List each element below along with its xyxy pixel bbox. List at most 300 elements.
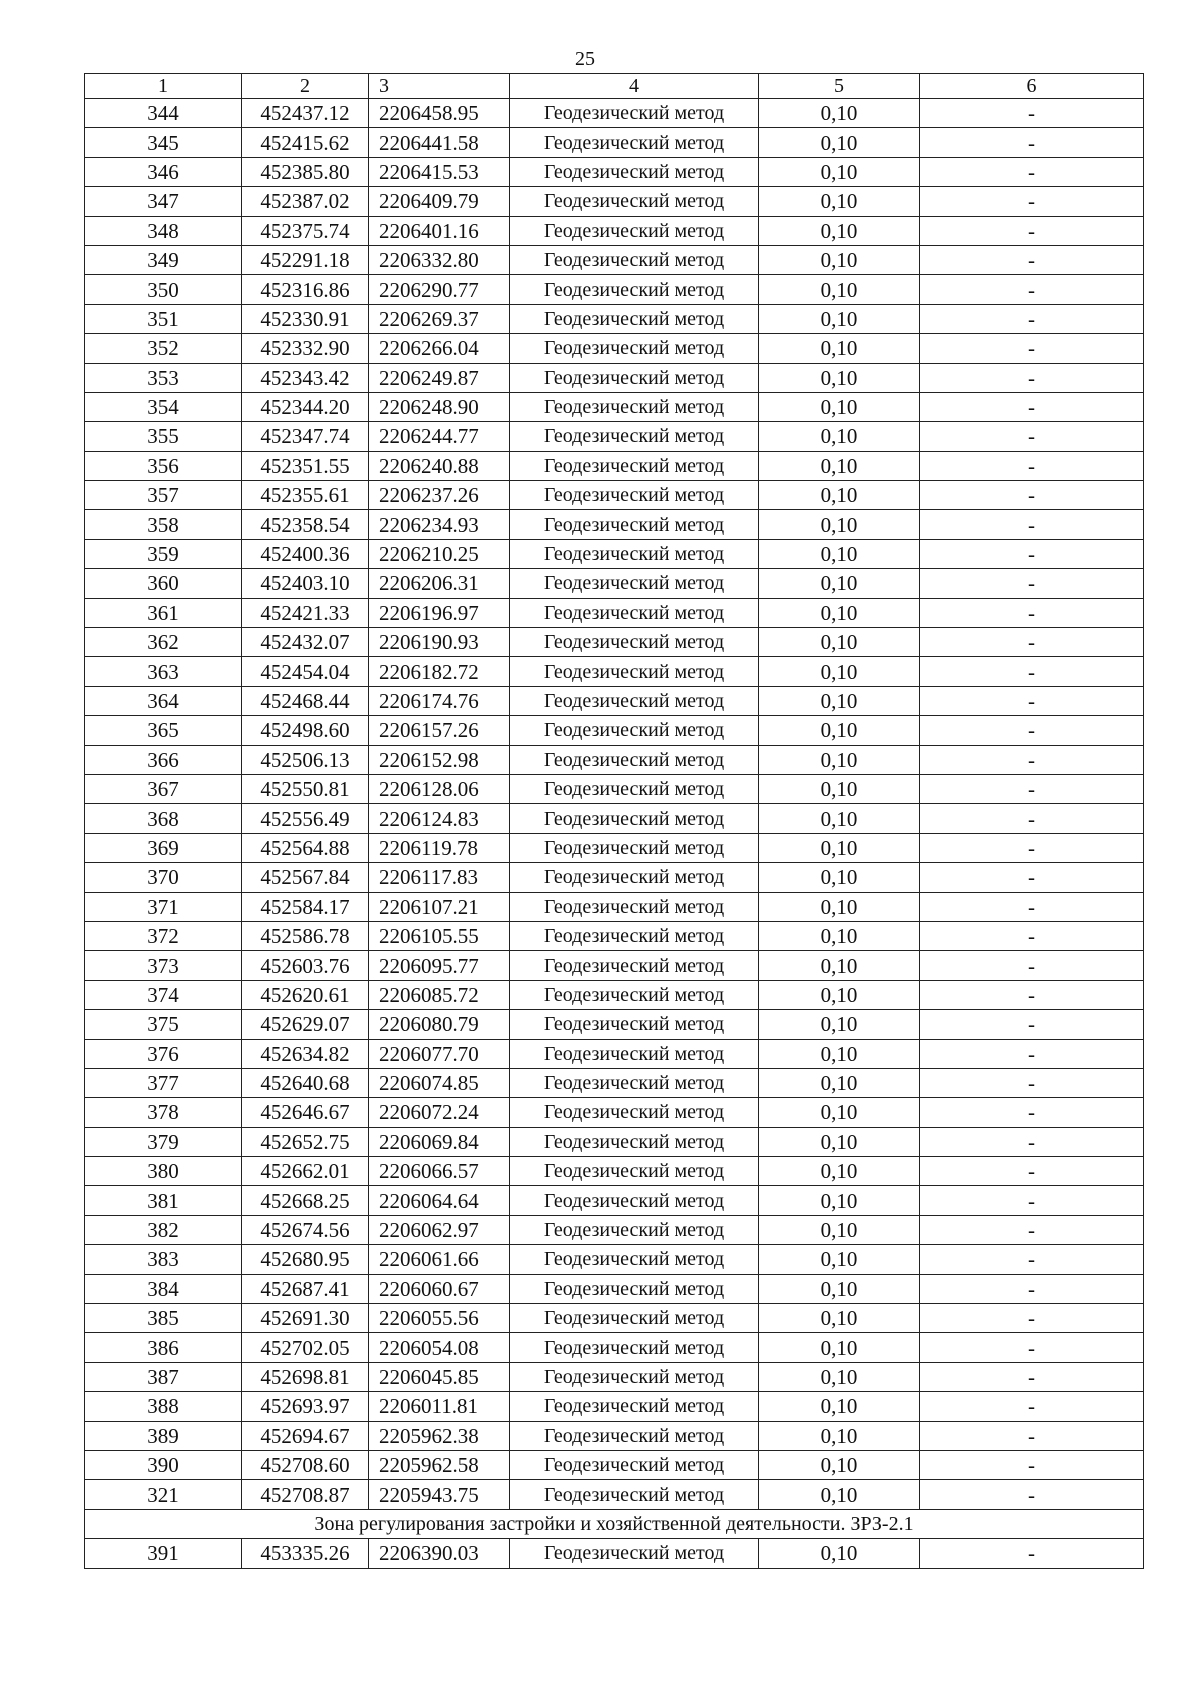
accuracy-cell: 0,10 xyxy=(759,1157,920,1186)
accuracy-cell: 0,10 xyxy=(759,1480,920,1509)
x-coordinate-cell: 452646.67 xyxy=(242,1098,369,1127)
method-cell: Геодезический метод xyxy=(510,422,759,451)
column-header-3: 3 xyxy=(369,74,510,99)
description-cell: - xyxy=(920,245,1144,274)
table-row xyxy=(85,1274,1144,1303)
y-coordinate-cell: 2206066.57 xyxy=(369,1157,510,1186)
accuracy-cell: 0,10 xyxy=(759,1127,920,1156)
y-coordinate-cell: 2206234.93 xyxy=(369,510,510,539)
accuracy-cell: 0,10 xyxy=(759,1450,920,1479)
method-cell: Геодезический метод xyxy=(510,833,759,862)
method-cell: Геодезический метод xyxy=(510,1539,759,1568)
y-coordinate-cell: 2206119.78 xyxy=(369,833,510,862)
x-coordinate-cell: 452403.10 xyxy=(242,569,369,598)
point-number-cell: 386 xyxy=(85,1333,242,1362)
description-cell: - xyxy=(920,980,1144,1009)
table-row xyxy=(85,716,1144,745)
section-row xyxy=(85,1509,1144,1538)
method-cell: Геодезический метод xyxy=(510,1039,759,1068)
accuracy-cell: 0,10 xyxy=(759,745,920,774)
table-row xyxy=(85,1068,1144,1097)
y-coordinate-cell: 2206249.87 xyxy=(369,363,510,392)
description-cell: - xyxy=(920,539,1144,568)
y-coordinate-cell: 2206332.80 xyxy=(369,245,510,274)
description-cell: - xyxy=(920,1245,1144,1274)
method-cell: Геодезический метод xyxy=(510,804,759,833)
accuracy-cell: 0,10 xyxy=(759,1245,920,1274)
accuracy-cell: 0,10 xyxy=(759,598,920,627)
method-cell: Геодезический метод xyxy=(510,1245,759,1274)
accuracy-cell: 0,10 xyxy=(759,1274,920,1303)
point-number-cell: 349 xyxy=(85,245,242,274)
table-row xyxy=(85,892,1144,921)
method-cell: Геодезический метод xyxy=(510,1068,759,1097)
x-coordinate-cell: 452708.87 xyxy=(242,1480,369,1509)
method-cell: Геодезический метод xyxy=(510,99,759,128)
table-row xyxy=(85,980,1144,1009)
x-coordinate-cell: 452506.13 xyxy=(242,745,369,774)
y-coordinate-cell: 2206441.58 xyxy=(369,128,510,157)
x-coordinate-cell: 452344.20 xyxy=(242,392,369,421)
description-cell: - xyxy=(920,774,1144,803)
y-coordinate-cell: 2206196.97 xyxy=(369,598,510,627)
table-row xyxy=(85,539,1144,568)
table-row xyxy=(85,921,1144,950)
x-coordinate-cell: 452687.41 xyxy=(242,1274,369,1303)
y-coordinate-cell: 2206085.72 xyxy=(369,980,510,1009)
point-number-cell: 372 xyxy=(85,921,242,950)
method-cell: Геодезический метод xyxy=(510,951,759,980)
table-row xyxy=(85,275,1144,304)
table-row xyxy=(85,1245,1144,1274)
description-cell: - xyxy=(920,1450,1144,1479)
accuracy-cell: 0,10 xyxy=(759,1098,920,1127)
method-cell: Геодезический метод xyxy=(510,1186,759,1215)
description-cell: - xyxy=(920,1010,1144,1039)
y-coordinate-cell: 2206390.03 xyxy=(369,1539,510,1568)
description-cell: - xyxy=(920,1274,1144,1303)
table-row xyxy=(85,1186,1144,1215)
y-coordinate-cell: 2206107.21 xyxy=(369,892,510,921)
description-cell: - xyxy=(920,892,1144,921)
point-number-cell: 378 xyxy=(85,1098,242,1127)
table-row xyxy=(85,657,1144,686)
method-cell: Геодезический метод xyxy=(510,392,759,421)
method-cell: Геодезический метод xyxy=(510,892,759,921)
table-row xyxy=(85,863,1144,892)
coordinates-table xyxy=(84,73,1144,1569)
y-coordinate-cell: 2206011.81 xyxy=(369,1392,510,1421)
y-coordinate-cell: 2206237.26 xyxy=(369,481,510,510)
column-header-1: 1 xyxy=(85,74,242,99)
description-cell: - xyxy=(920,1157,1144,1186)
x-coordinate-cell: 452415.62 xyxy=(242,128,369,157)
point-number-cell: 381 xyxy=(85,1186,242,1215)
y-coordinate-cell: 2206124.83 xyxy=(369,804,510,833)
accuracy-cell: 0,10 xyxy=(759,1039,920,1068)
point-number-cell: 368 xyxy=(85,804,242,833)
table-row xyxy=(85,628,1144,657)
table-row xyxy=(85,1304,1144,1333)
point-number-cell: 389 xyxy=(85,1421,242,1450)
method-cell: Геодезический метод xyxy=(510,304,759,333)
y-coordinate-cell: 2206080.79 xyxy=(369,1010,510,1039)
y-coordinate-cell: 2206290.77 xyxy=(369,275,510,304)
description-cell: - xyxy=(920,657,1144,686)
x-coordinate-cell: 452421.33 xyxy=(242,598,369,627)
y-coordinate-cell: 2206206.31 xyxy=(369,569,510,598)
x-coordinate-cell: 452400.36 xyxy=(242,539,369,568)
description-cell: - xyxy=(920,921,1144,950)
y-coordinate-cell: 2205962.58 xyxy=(369,1450,510,1479)
point-number-cell: 348 xyxy=(85,216,242,245)
method-cell: Геодезический метод xyxy=(510,187,759,216)
table-row xyxy=(85,569,1144,598)
method-cell: Геодезический метод xyxy=(510,716,759,745)
method-cell: Геодезический метод xyxy=(510,539,759,568)
point-number-cell: 362 xyxy=(85,628,242,657)
method-cell: Геодезический метод xyxy=(510,1098,759,1127)
x-coordinate-cell: 452387.02 xyxy=(242,187,369,216)
y-coordinate-cell: 2206128.06 xyxy=(369,774,510,803)
description-cell: - xyxy=(920,99,1144,128)
y-coordinate-cell: 2206045.85 xyxy=(369,1362,510,1391)
point-number-cell: 375 xyxy=(85,1010,242,1039)
accuracy-cell: 0,10 xyxy=(759,245,920,274)
point-number-cell: 360 xyxy=(85,569,242,598)
method-cell: Геодезический метод xyxy=(510,1362,759,1391)
point-number-cell: 359 xyxy=(85,539,242,568)
point-number-cell: 358 xyxy=(85,510,242,539)
table-row xyxy=(85,1392,1144,1421)
table-header-row xyxy=(85,74,1144,99)
x-coordinate-cell: 452702.05 xyxy=(242,1333,369,1362)
accuracy-cell: 0,10 xyxy=(759,716,920,745)
description-cell: - xyxy=(920,745,1144,774)
point-number-cell: 388 xyxy=(85,1392,242,1421)
x-coordinate-cell: 452564.88 xyxy=(242,833,369,862)
accuracy-cell: 0,10 xyxy=(759,363,920,392)
point-number-cell: 352 xyxy=(85,334,242,363)
method-cell: Геодезический метод xyxy=(510,863,759,892)
column-header-2: 2 xyxy=(242,74,369,99)
table-row xyxy=(85,451,1144,480)
method-cell: Геодезический метод xyxy=(510,921,759,950)
point-number-cell: 365 xyxy=(85,716,242,745)
x-coordinate-cell: 452674.56 xyxy=(242,1215,369,1244)
description-cell: - xyxy=(920,157,1144,186)
x-coordinate-cell: 452668.25 xyxy=(242,1186,369,1215)
method-cell: Геодезический метод xyxy=(510,1421,759,1450)
accuracy-cell: 0,10 xyxy=(759,1392,920,1421)
point-number-cell: 346 xyxy=(85,157,242,186)
point-number-cell: 355 xyxy=(85,422,242,451)
point-number-cell: 371 xyxy=(85,892,242,921)
accuracy-cell: 0,10 xyxy=(759,1362,920,1391)
x-coordinate-cell: 452550.81 xyxy=(242,774,369,803)
x-coordinate-cell: 452652.75 xyxy=(242,1127,369,1156)
point-number-cell: 383 xyxy=(85,1245,242,1274)
x-coordinate-cell: 452332.90 xyxy=(242,334,369,363)
description-cell: - xyxy=(920,716,1144,745)
y-coordinate-cell: 2206072.24 xyxy=(369,1098,510,1127)
accuracy-cell: 0,10 xyxy=(759,451,920,480)
y-coordinate-cell: 2206269.37 xyxy=(369,304,510,333)
method-cell: Геодезический метод xyxy=(510,157,759,186)
description-cell: - xyxy=(920,951,1144,980)
description-cell: - xyxy=(920,1392,1144,1421)
description-cell: - xyxy=(920,451,1144,480)
accuracy-cell: 0,10 xyxy=(759,422,920,451)
y-coordinate-cell: 2206062.97 xyxy=(369,1215,510,1244)
description-cell: - xyxy=(920,275,1144,304)
point-number-cell: 379 xyxy=(85,1127,242,1156)
y-coordinate-cell: 2206055.56 xyxy=(369,1304,510,1333)
method-cell: Геодезический метод xyxy=(510,686,759,715)
method-cell: Геодезический метод xyxy=(510,1010,759,1039)
accuracy-cell: 0,10 xyxy=(759,392,920,421)
method-cell: Геодезический метод xyxy=(510,1450,759,1479)
x-coordinate-cell: 452629.07 xyxy=(242,1010,369,1039)
column-header-5: 5 xyxy=(759,74,920,99)
accuracy-cell: 0,10 xyxy=(759,128,920,157)
y-coordinate-cell: 2206074.85 xyxy=(369,1068,510,1097)
description-cell: - xyxy=(920,334,1144,363)
table-row xyxy=(85,1480,1144,1509)
accuracy-cell: 0,10 xyxy=(759,1215,920,1244)
accuracy-cell: 0,10 xyxy=(759,334,920,363)
accuracy-cell: 0,10 xyxy=(759,216,920,245)
table-row xyxy=(85,304,1144,333)
y-coordinate-cell: 2206117.83 xyxy=(369,863,510,892)
table-row xyxy=(85,745,1144,774)
x-coordinate-cell: 452662.01 xyxy=(242,1157,369,1186)
description-cell: - xyxy=(920,1127,1144,1156)
table-row xyxy=(85,481,1144,510)
method-cell: Геодезический метод xyxy=(510,245,759,274)
accuracy-cell: 0,10 xyxy=(759,657,920,686)
accuracy-cell: 0,10 xyxy=(759,99,920,128)
accuracy-cell: 0,10 xyxy=(759,1333,920,1362)
accuracy-cell: 0,10 xyxy=(759,833,920,862)
column-header-6: 6 xyxy=(920,74,1144,99)
table-row xyxy=(85,951,1144,980)
x-coordinate-cell: 452347.74 xyxy=(242,422,369,451)
y-coordinate-cell: 2206182.72 xyxy=(369,657,510,686)
point-number-cell: 370 xyxy=(85,863,242,892)
accuracy-cell: 0,10 xyxy=(759,275,920,304)
table-row xyxy=(85,334,1144,363)
point-number-cell: 380 xyxy=(85,1157,242,1186)
table-row xyxy=(85,1010,1144,1039)
column-header-4: 4 xyxy=(510,74,759,99)
x-coordinate-cell: 452454.04 xyxy=(242,657,369,686)
method-cell: Геодезический метод xyxy=(510,569,759,598)
x-coordinate-cell: 452498.60 xyxy=(242,716,369,745)
x-coordinate-cell: 452567.84 xyxy=(242,863,369,892)
description-cell: - xyxy=(920,481,1144,510)
x-coordinate-cell: 452691.30 xyxy=(242,1304,369,1333)
method-cell: Геодезический метод xyxy=(510,334,759,363)
accuracy-cell: 0,10 xyxy=(759,187,920,216)
method-cell: Геодезический метод xyxy=(510,774,759,803)
point-number-cell: 344 xyxy=(85,99,242,128)
x-coordinate-cell: 452680.95 xyxy=(242,1245,369,1274)
description-cell: - xyxy=(920,1421,1144,1450)
method-cell: Геодезический метод xyxy=(510,1304,759,1333)
description-cell: - xyxy=(920,304,1144,333)
description-cell: - xyxy=(920,598,1144,627)
description-cell: - xyxy=(920,1215,1144,1244)
table-row xyxy=(85,686,1144,715)
y-coordinate-cell: 2206157.26 xyxy=(369,716,510,745)
point-number-cell: 377 xyxy=(85,1068,242,1097)
description-cell: - xyxy=(920,187,1144,216)
description-cell: - xyxy=(920,1039,1144,1068)
x-coordinate-cell: 452468.44 xyxy=(242,686,369,715)
y-coordinate-cell: 2206095.77 xyxy=(369,951,510,980)
y-coordinate-cell: 2206190.93 xyxy=(369,628,510,657)
method-cell: Геодезический метод xyxy=(510,657,759,686)
x-coordinate-cell: 452603.76 xyxy=(242,951,369,980)
description-cell: - xyxy=(920,686,1144,715)
y-coordinate-cell: 2206210.25 xyxy=(369,539,510,568)
method-cell: Геодезический метод xyxy=(510,1127,759,1156)
y-coordinate-cell: 2206240.88 xyxy=(369,451,510,480)
table-row xyxy=(85,774,1144,803)
table-row xyxy=(85,422,1144,451)
method-cell: Геодезический метод xyxy=(510,598,759,627)
point-number-cell: 364 xyxy=(85,686,242,715)
method-cell: Геодезический метод xyxy=(510,1274,759,1303)
point-number-cell: 351 xyxy=(85,304,242,333)
point-number-cell: 366 xyxy=(85,745,242,774)
point-number-cell: 350 xyxy=(85,275,242,304)
x-coordinate-cell: 452634.82 xyxy=(242,1039,369,1068)
y-coordinate-cell: 2206248.90 xyxy=(369,392,510,421)
description-cell: - xyxy=(920,863,1144,892)
y-coordinate-cell: 2206060.67 xyxy=(369,1274,510,1303)
y-coordinate-cell: 2206415.53 xyxy=(369,157,510,186)
accuracy-cell: 0,10 xyxy=(759,304,920,333)
point-number-cell: 345 xyxy=(85,128,242,157)
method-cell: Геодезический метод xyxy=(510,1333,759,1362)
table-row xyxy=(85,363,1144,392)
y-coordinate-cell: 2206266.04 xyxy=(369,334,510,363)
description-cell: - xyxy=(920,1539,1144,1568)
y-coordinate-cell: 2206077.70 xyxy=(369,1039,510,1068)
accuracy-cell: 0,10 xyxy=(759,980,920,1009)
table-row xyxy=(85,216,1144,245)
description-cell: - xyxy=(920,1362,1144,1391)
accuracy-cell: 0,10 xyxy=(759,1421,920,1450)
x-coordinate-cell: 452620.61 xyxy=(242,980,369,1009)
table-row xyxy=(85,392,1144,421)
accuracy-cell: 0,10 xyxy=(759,1010,920,1039)
method-cell: Геодезический метод xyxy=(510,980,759,1009)
table-row xyxy=(85,1421,1144,1450)
x-coordinate-cell: 452385.80 xyxy=(242,157,369,186)
y-coordinate-cell: 2206458.95 xyxy=(369,99,510,128)
method-cell: Геодезический метод xyxy=(510,128,759,157)
y-coordinate-cell: 2206244.77 xyxy=(369,422,510,451)
accuracy-cell: 0,10 xyxy=(759,481,920,510)
x-coordinate-cell: 452351.55 xyxy=(242,451,369,480)
point-number-cell: 390 xyxy=(85,1450,242,1479)
x-coordinate-cell: 452358.54 xyxy=(242,510,369,539)
x-coordinate-cell: 452316.86 xyxy=(242,275,369,304)
description-cell: - xyxy=(920,1068,1144,1097)
description-cell: - xyxy=(920,510,1144,539)
x-coordinate-cell: 452640.68 xyxy=(242,1068,369,1097)
description-cell: - xyxy=(920,1186,1144,1215)
accuracy-cell: 0,10 xyxy=(759,539,920,568)
accuracy-cell: 0,10 xyxy=(759,863,920,892)
y-coordinate-cell: 2206174.76 xyxy=(369,686,510,715)
method-cell: Геодезический метод xyxy=(510,1215,759,1244)
method-cell: Геодезический метод xyxy=(510,1157,759,1186)
point-number-cell: 385 xyxy=(85,1304,242,1333)
point-number-cell: 382 xyxy=(85,1215,242,1244)
method-cell: Геодезический метод xyxy=(510,363,759,392)
accuracy-cell: 0,10 xyxy=(759,686,920,715)
accuracy-cell: 0,10 xyxy=(759,510,920,539)
point-number-cell: 356 xyxy=(85,451,242,480)
x-coordinate-cell: 452437.12 xyxy=(242,99,369,128)
point-number-cell: 384 xyxy=(85,1274,242,1303)
method-cell: Геодезический метод xyxy=(510,275,759,304)
description-cell: - xyxy=(920,1480,1144,1509)
x-coordinate-cell: 452343.42 xyxy=(242,363,369,392)
table-row xyxy=(85,1157,1144,1186)
method-cell: Геодезический метод xyxy=(510,628,759,657)
table-row xyxy=(85,1127,1144,1156)
accuracy-cell: 0,10 xyxy=(759,569,920,598)
accuracy-cell: 0,10 xyxy=(759,1539,920,1568)
y-coordinate-cell: 2205943.75 xyxy=(369,1480,510,1509)
y-coordinate-cell: 2206152.98 xyxy=(369,745,510,774)
x-coordinate-cell: 452693.97 xyxy=(242,1392,369,1421)
method-cell: Геодезический метод xyxy=(510,510,759,539)
point-number-cell: 376 xyxy=(85,1039,242,1068)
x-coordinate-cell: 452694.67 xyxy=(242,1421,369,1450)
table-row xyxy=(85,1039,1144,1068)
accuracy-cell: 0,10 xyxy=(759,157,920,186)
page-number: 25 xyxy=(575,48,595,70)
description-cell: - xyxy=(920,128,1144,157)
accuracy-cell: 0,10 xyxy=(759,1304,920,1333)
table-row xyxy=(85,1215,1144,1244)
y-coordinate-cell: 2205962.38 xyxy=(369,1421,510,1450)
point-number-cell: 354 xyxy=(85,392,242,421)
point-number-cell: 363 xyxy=(85,657,242,686)
table-row xyxy=(85,510,1144,539)
point-number-cell: 387 xyxy=(85,1362,242,1391)
y-coordinate-cell: 2206054.08 xyxy=(369,1333,510,1362)
description-cell: - xyxy=(920,422,1144,451)
x-coordinate-cell: 452355.61 xyxy=(242,481,369,510)
table-row xyxy=(85,187,1144,216)
description-cell: - xyxy=(920,833,1144,862)
description-cell: - xyxy=(920,392,1144,421)
point-number-cell: 321 xyxy=(85,1480,242,1509)
point-number-cell: 357 xyxy=(85,481,242,510)
method-cell: Геодезический метод xyxy=(510,745,759,774)
accuracy-cell: 0,10 xyxy=(759,921,920,950)
x-coordinate-cell: 453335.26 xyxy=(242,1539,369,1568)
table-row xyxy=(85,1333,1144,1362)
point-number-cell: 347 xyxy=(85,187,242,216)
